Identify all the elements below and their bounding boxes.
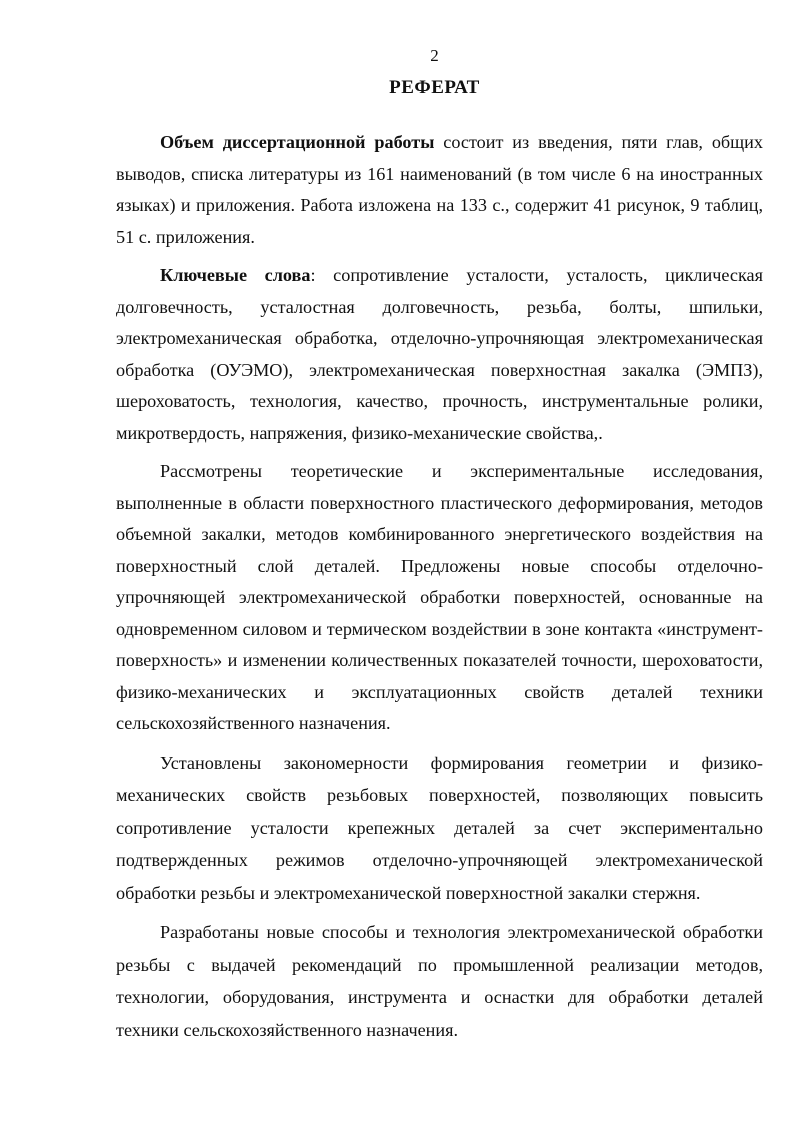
keywords-lead: Ключевые слова: [160, 265, 311, 285]
paragraph-keywords: [116, 260, 763, 449]
paragraph-established: Установлены закономерности формирования геометрии и физико-механических свойств резьбовых поверхностей, позволяющих повысить сопротивление усталости крепежных деталей за счет экспериментально подтвержденных режимов отделочно-упрочняющей электромеханической обработки резьбы и электромеханической поверхностной закалки стержня.: [116, 752, 763, 903]
page-number: 2: [430, 46, 439, 65]
keywords-text: : сопротивление усталости, усталость, циклическая долговечность, усталостная долговечность, резьба, болты, шпильки, электромеханическая обработка, отделочно-упрочняющая электромеханическая обработка (ОУЭМО), электромеханическая поверхностная закалка (ЭМПЗ), шероховатость, технология, качество, прочность, инструментальные ролики, микротвердость, напряжения, физико-механические свойства,.: [116, 265, 763, 443]
volume-text: состоит из введения, пяти глав, общих выводов, списка литературы из 161 наименований (в том числе 6 на иностранных языках) и приложения. Работа изложена на 133 с., содержит 41 рисунок, 9 таблиц, 51 с. приложения.: [116, 132, 763, 247]
paragraph-reviewed: Рассмотрены теоретические и экспериментальные исследования, выполненные в области поверхностного пластического деформирования, методов объемной закалки, методов комбинированного энергетического воздействия на поверхностный слой деталей. Предложены новые способы отделочно-упрочняющей электромеханической обработки поверхностей, основанные на одновременном силовом и термическом воздействии в зоне контакта «инструмент-поверхность» и изменении количественных показателей точности, шероховатости, физико-механических и эксплуатационных свойств деталей техники сельскохозяйственного назначения.: [116, 461, 763, 733]
abstract-body: [116, 127, 763, 1053]
volume-lead: Объем диссертационной работы: [160, 132, 435, 152]
paragraph-developed: Разработаны новые способы и технология электромеханической обработки резьбы с выдачей рекомендаций по промышленной реализации методов, технологии, оборудования, инструмента и оснастки для обработки деталей техники сельскохозяйственного назначения.: [116, 922, 763, 1040]
page-title: РЕФЕРАТ: [389, 77, 480, 98]
paragraph-volume: [116, 127, 763, 253]
